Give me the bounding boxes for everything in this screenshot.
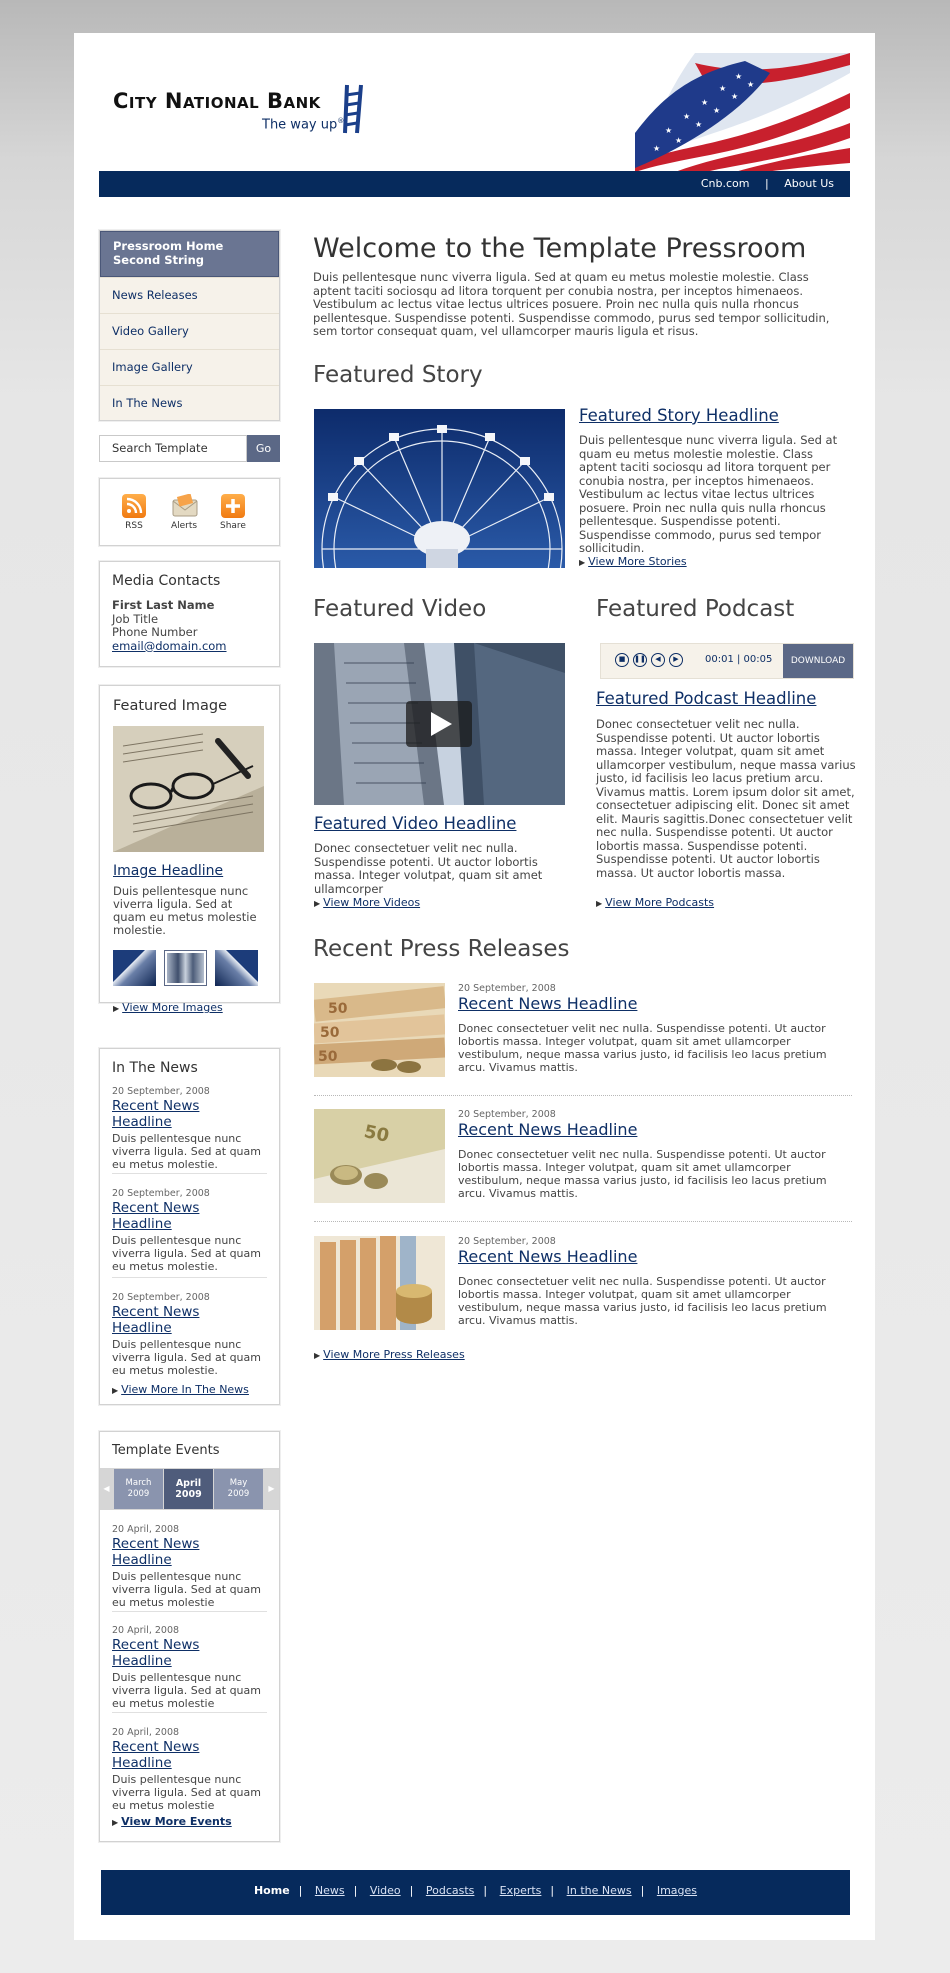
news-item [112, 1292, 262, 1377]
footer-link-experts[interactable]: Experts [499, 1884, 542, 1897]
month-may[interactable]: May 2009 [214, 1469, 263, 1509]
press-headline-link[interactable]: Recent News Headline [458, 994, 638, 1013]
svg-text:★: ★ [747, 80, 755, 89]
press-headline-link[interactable]: Recent News Headline [458, 1247, 638, 1266]
event-headline-link[interactable]: Recent News Headline [112, 1536, 200, 1568]
divider [112, 1611, 267, 1612]
footer-link-news[interactable]: News [314, 1884, 345, 1897]
svg-text:50: 50 [362, 1121, 392, 1147]
footer-link-podcasts[interactable]: Podcasts [425, 1884, 475, 1897]
social-icons-box [99, 478, 280, 546]
featured-video-player[interactable] [314, 643, 565, 805]
rss-label: RSS [125, 521, 143, 531]
download-button[interactable]: DOWNLOAD [783, 644, 853, 678]
news-text: Duis pellentesque nunc viverra ligula. Sed at quam eu metus molestie. [112, 1338, 261, 1377]
euro-coins-image[interactable] [314, 1109, 445, 1203]
arrow-right-icon: ▶ [112, 1818, 119, 1827]
alerts-label: Alerts [170, 521, 198, 531]
press-text: Donec consectetuer velit nec nulla. Suspendisse potenti. Ut auctor lobortis massa. Integer volutpat, quam sit amet ullamcorper vestibulum, neque massa varius justo, id facilisis leo lacus pretium arcu. Vivamus mattis. [458, 1022, 827, 1074]
sidebar-item-in-the-news[interactable]: In The News [100, 385, 279, 421]
thumbnail-2-image [167, 953, 204, 983]
news-item [112, 1188, 262, 1273]
svg-text:50: 50 [328, 1001, 348, 1017]
calendar-prev-arrow[interactable]: ◀ [103, 1484, 110, 1493]
event-headline-link[interactable]: Recent News Headline [112, 1637, 200, 1669]
press-release-item [314, 1109, 852, 1219]
top-link-about-us[interactable]: About Us [784, 177, 834, 190]
footer-link-home[interactable]: Home [253, 1884, 290, 1897]
svg-text:★: ★ [701, 98, 709, 107]
template-events-box [99, 1431, 280, 1842]
featured-podcast-headline-link[interactable]: Featured Podcast Headline [596, 689, 817, 708]
news-headline-link[interactable]: Recent News Headline [112, 1200, 200, 1232]
alerts-link[interactable] [164, 494, 204, 531]
event-headline-link[interactable]: Recent News Headline [112, 1739, 200, 1771]
svg-text:★: ★ [713, 106, 721, 115]
bank-tagline: The way up® [262, 117, 345, 133]
sidebar-item-news-releases[interactable]: News Releases [100, 277, 279, 313]
featured-story-headline-link[interactable]: Featured Story Headline [579, 406, 779, 425]
month-march[interactable]: March 2009 [114, 1469, 163, 1509]
news-date: 20 September, 2008 [112, 1292, 210, 1303]
press-date: 20 September, 2008 [458, 1236, 556, 1247]
featured-image-title: Featured Image [113, 698, 228, 714]
event-item [112, 1727, 262, 1812]
arrow-right-icon: ▶ [596, 899, 603, 908]
arrow-right-icon: ▶ [113, 1004, 120, 1013]
featured-video-text: Donec consectetuer velit nec nulla. Suspendisse potenti. Ut auctor lobortis massa. Integer volutpat, quam sit amet ullamcorper [314, 841, 543, 896]
featured-story-text: Duis pellentesque nunc viverra ligula. Sed at quam eu metus molestie molestie. Class aptent taciti sociosqu ad litora torquent per conubia nostra, per inceptos himenaeos. Vestibulum ac lectus vitae lectus ultrices posuere. Proin nec nulla quis nulla rhoncus pellentesque. Suspendisse potenti. Suspendisse commodo, purus sed tempor sollicitudin. [579, 433, 838, 555]
contact-name: First Last Name [112, 598, 215, 612]
featured-video-title: Featured Video [313, 596, 487, 622]
sidebar-item-pressroom-home[interactable]: Pressroom Home Second String [100, 231, 279, 277]
thumbnail-2[interactable] [164, 950, 207, 986]
plus-icon [221, 494, 245, 518]
arrow-right-icon: ▶ [314, 899, 321, 908]
press-text: Donec consectetuer velit nec nulla. Suspendisse potenti. Ut auctor lobortis massa. Integer volutpat, quam sit amet ullamcorper vestibulum, neque massa varius justo, id facilisis leo lacus pretium arcu. Vivamus mattis. [458, 1148, 827, 1200]
divider [112, 1277, 267, 1278]
view-more-stories[interactable]: ▶ View More Stories [579, 555, 687, 568]
arrow-right-icon: ▶ [579, 558, 586, 567]
ladder-icon [343, 83, 365, 135]
in-the-news-title: In The News [112, 1060, 198, 1076]
contact-phone: Phone Number [112, 625, 198, 639]
divider [314, 1221, 852, 1222]
footer-link-in-the-news[interactable]: In the News [566, 1884, 632, 1897]
share-link[interactable] [213, 494, 253, 531]
calendar-next-arrow[interactable]: ▶ [268, 1484, 275, 1493]
featured-podcast-title: Featured Podcast [596, 596, 795, 622]
event-item [112, 1625, 262, 1710]
event-text: Duis pellentesque nunc viverra ligula. Sed at quam eu metus molestie [112, 1570, 261, 1609]
press-release-item [314, 1236, 852, 1346]
event-item [112, 1524, 262, 1609]
podcast-player [600, 643, 854, 679]
footer-link-images[interactable]: Images [656, 1884, 698, 1897]
rss-icon [122, 494, 146, 518]
in-the-news-box [99, 1048, 280, 1405]
american-flag-image [635, 53, 850, 172]
events-title: Template Events [112, 1443, 220, 1458]
page [74, 33, 875, 1940]
news-item [112, 1086, 262, 1171]
envelope-icon [172, 494, 196, 518]
svg-text:★: ★ [731, 92, 739, 101]
divider [112, 1712, 267, 1713]
euro-bundle-image[interactable] [314, 1236, 445, 1330]
event-date: 20 April, 2008 [112, 1727, 180, 1738]
footer-nav: Home | News | Video | Podcasts | Experts | In the News | Images [101, 1870, 850, 1915]
thumbnail-1[interactable] [113, 950, 156, 986]
search-form [99, 435, 280, 462]
svg-text:50: 50 [320, 1025, 340, 1041]
arrow-right-icon: ▶ [314, 1351, 321, 1360]
divider [112, 1173, 267, 1174]
news-text: Duis pellentesque nunc viverra ligula. Sed at quam eu metus molestie. [112, 1132, 261, 1171]
view-more-images[interactable]: ▶ View More Images [113, 1001, 223, 1014]
svg-text:★: ★ [653, 144, 661, 153]
news-headline-link[interactable]: Recent News Headline [112, 1098, 200, 1130]
news-date: 20 September, 2008 [112, 1086, 210, 1097]
rss-link[interactable] [114, 494, 154, 531]
sidebar-item-image-gallery[interactable]: Image Gallery [100, 349, 279, 385]
forward-button[interactable]: ▶ [669, 653, 683, 667]
featured-video-headline-link[interactable]: Featured Video Headline [314, 814, 517, 833]
svg-text:★: ★ [665, 126, 673, 135]
share-label: Share [220, 521, 246, 531]
bank-logo[interactable] [113, 89, 345, 133]
thumbnail-3[interactable] [215, 950, 258, 986]
euro-notes-image[interactable] [314, 983, 445, 1077]
press-releases-title: Recent Press Releases [313, 936, 570, 962]
press-date: 20 September, 2008 [458, 1109, 556, 1120]
view-more-videos[interactable]: ▶ View More Videos [314, 896, 421, 909]
pause-button[interactable]: ❚❚ [633, 653, 647, 667]
event-date: 20 April, 2008 [112, 1625, 180, 1636]
press-release-item [314, 983, 852, 1093]
event-text: Duis pellentesque nunc viverra ligula. Sed at quam eu metus molestie [112, 1773, 261, 1812]
sidebar-item-video-gallery[interactable]: Video Gallery [100, 313, 279, 349]
image-headline-link[interactable]: Image Headline [113, 863, 224, 879]
view-more-podcasts[interactable]: ▶ View More Podcasts [596, 896, 715, 909]
svg-text:50: 50 [318, 1049, 338, 1065]
svg-text:★: ★ [683, 112, 691, 121]
arrow-right-icon: ▶ [112, 1386, 119, 1395]
month-calendar-strip [100, 1468, 279, 1510]
stop-button[interactable]: ■ [615, 653, 629, 667]
glasses-newspaper-image[interactable] [113, 726, 264, 852]
top-nav-bar: Cnb.com | About Us [99, 171, 850, 197]
svg-text:★: ★ [695, 120, 703, 129]
press-date: 20 September, 2008 [458, 983, 556, 994]
view-more-events[interactable]: ▶ View More Events [112, 1815, 232, 1828]
featured-story-title: Featured Story [313, 362, 483, 388]
contact-email-link[interactable]: email@domain.com [112, 638, 227, 653]
top-link-cnb[interactable]: Cnb.com [700, 177, 750, 190]
featured-image-box [99, 685, 280, 1014]
intro-text: Duis pellentesque nunc viverra ligula. Sed at quam eu metus molestie molestie. Class aptent taciti sociosqu ad litora torquent per conubia nostra, per inceptos himenaeos. Vestibulum ac lectus vitae lectus ultrices posuere. Proin nec nulla quis nulla rhoncus pellentesque. Suspendisse potenti. Suspendisse commodo, purus sed tempor sollicitudin, sem tortor consequat quam, vel ullamcorper mauris ligula et risus. [313, 270, 830, 338]
media-contacts-title: Media Contacts [112, 573, 221, 589]
page-title: Welcome to the Template Pressroom [313, 233, 807, 264]
news-headline-link[interactable]: Recent News Headline [112, 1304, 200, 1336]
event-text: Duis pellentesque nunc viverra ligula. Sed at quam eu metus molestie [112, 1671, 261, 1710]
featured-podcast-text: Donec consectetuer velit nec nulla. Suspendisse potenti. Ut auctor lobortis massa. Integer volutpat, quam sit amet ullamcorper vestibulum, neque massa varius justo, id facilisis leo lacus pretium arcu. Vivamus mattis. Lorem ipsum dolor sit amet, consectetuer adipiscing elit. Donec sit amet elit. Mauris sagittis.Donec consectetuer velit nec nulla. Suspendisse potenti. Ut auctor lobortis massa. Suspendisse potenti. Suspendisse potenti. Ut auctor lobortis massa. Ut auctor lobortis massa. [596, 717, 856, 880]
svg-text:★: ★ [719, 84, 727, 93]
divider [314, 1095, 852, 1096]
rewind-button[interactable]: ◀ [651, 653, 665, 667]
view-more-press-releases[interactable]: ▶ View More Press Releases [314, 1348, 465, 1361]
footer-link-video[interactable]: Video [369, 1884, 401, 1897]
sidebar-menu [99, 230, 280, 421]
search-input[interactable]: Search Template [99, 435, 247, 462]
skyscraper-video-thumbnail [314, 643, 565, 805]
svg-text:★: ★ [675, 136, 683, 145]
press-headline-link[interactable]: Recent News Headline [458, 1120, 638, 1139]
event-date: 20 April, 2008 [112, 1524, 180, 1535]
view-more-in-the-news[interactable]: ▶ View More In The News [112, 1383, 249, 1396]
press-text: Donec consectetuer velit nec nulla. Suspendisse potenti. Ut auctor lobortis massa. Integer volutpat, quam sit amet ullamcorper vestibulum, neque massa varius justo, id facilisis leo lacus pretium arcu. Vivamus mattis. [458, 1275, 827, 1327]
media-contacts-box [99, 561, 280, 667]
image-description: Duis pellentesque nunc viverra ligula. Sed at quam eu metus molestie molestie. [113, 884, 257, 937]
bank-name: City National Bank [113, 89, 321, 113]
contact-job-title: Job Title [112, 611, 159, 626]
news-text: Duis pellentesque nunc viverra ligula. Sed at quam eu metus molestie. [112, 1234, 261, 1273]
month-april[interactable]: April 2009 [164, 1469, 213, 1509]
podcast-time: 00:01 | 00:05 [705, 654, 773, 665]
ferris-wheel-image[interactable] [314, 409, 565, 568]
svg-text:★: ★ [735, 72, 743, 81]
news-date: 20 September, 2008 [112, 1188, 210, 1199]
search-go-button[interactable]: Go [247, 435, 280, 462]
